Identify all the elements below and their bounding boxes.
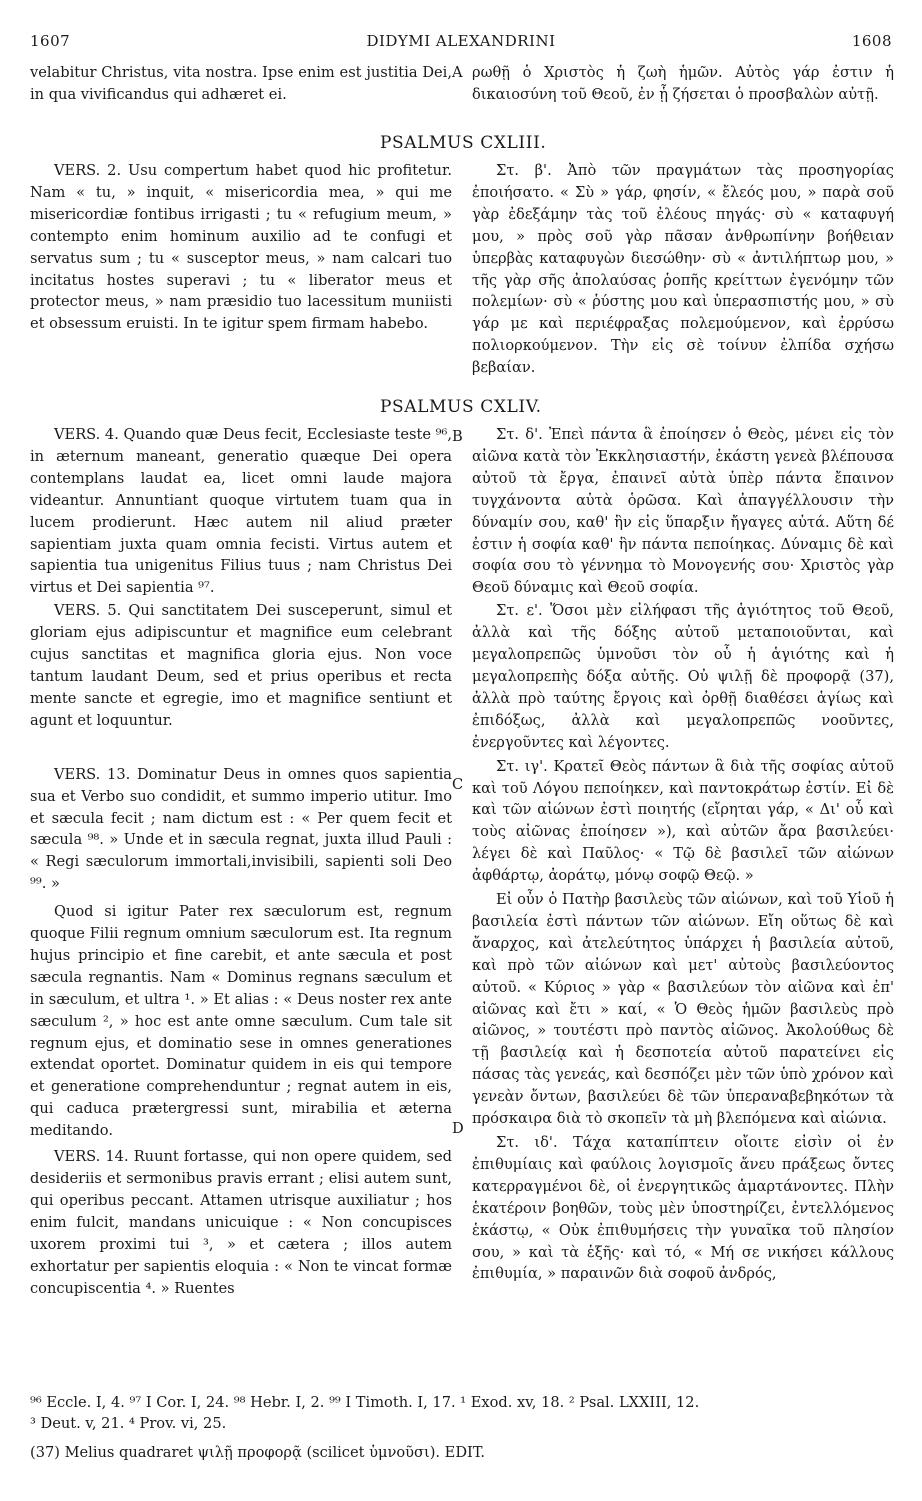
psalm-144-latin: [30, 424, 452, 1299]
psalm-143-latin: [30, 160, 452, 335]
psalm-144-title: PSALMUS CXLIV.: [380, 397, 542, 417]
intro-latin: [30, 62, 452, 106]
verse-13-greek-continued: Εἰ οὖν ὁ Πατὴρ βασιλεὺς τῶν αἰώνων, καὶ τοῦ Υἱοῦ ἡ βασιλεία ἐστὶ πάντων τῶν αἰώνων. Εἴη οὕτως δὲ καὶ ἄναρχος, καὶ ἀτελεύτητος ὑπάρχει ἡ βασιλεία αὐτοῦ, καὶ πρὸ τῶν αἰώνων καὶ μετ' αὐτοὺς βασιλεύοντος αὐτοῦ. « Κύριος » γὰρ « βασιλεύων τὸν αἰῶνα καὶ ἐπ' αἰῶνας καὶ ἔτι » καί, « Ὁ Θεὸς ἡμῶν βασιλεὺς πρὸ αἰῶνος, » τουτέστι πρὸ παντὸς αἰῶνος. Ἀκολούθως δὲ τῇ βασιλείᾳ καὶ ἡ δεσποτεία αὐτοῦ παρατείνει εἰς πάσας τὰς γενεάς, καὶ δεσπόζει μὲν τῶν ὑπὸ χρόνον καὶ γενεὰν ὄντων, βασιλεύει δὲ τῶν ὑπεραναβεβηκότων τὰ πρόσκαιρα διὰ τὸ σκοπεῖν τὰ μὴ βλεπόμενα καὶ αἰώνια.: [472, 891, 894, 1128]
verse-5-greek: Στ. ε'. Ὅσοι μὲν εἰλήφασι τῆς ἁγιότητος τοῦ Θεοῦ, ἀλλὰ καὶ τῆς δόξης αὐτοῦ μεταποιοῦνται, καὶ μεγαλοπρεπῶς ὑμνοῦσι τὸν οὗ ἡ ἁγιότης καὶ ἡ μεγαλοπρεπὴς δόξα αὐτῆς. Οὐ ψιλῇ δὲ προφορᾷ (37), ἀλλὰ πρὸ ταύτης ἔργοις καὶ ὀρθῇ διαθέσει ἁγίως καὶ ἐπιδόξως, ἀλλὰ καὶ μεγαλοπρεπῶς νοοῦντες, ἐνεργοῦντες καὶ λέγοντες.: [472, 602, 894, 751]
right-column-number: 1608: [851, 32, 892, 50]
verse-4-latin: VERS. 4. Quando quæ Deus fecit, Ecclesiaste teste ⁹⁶, in æternum maneant, generatio quæque Dei opera contemplans laudat ea, licet omni laude majora videantur. Annuntiant quoque virtutem tuam qua in lucem prodierunt. Hæc autem nil aliud præter sapientiam juxta quam omnia fecisti. Virtus autem et sapientia tua unigenitus Filius tuus ; nam Christus Dei virtus et Dei sapientia ⁹⁷.: [30, 426, 452, 597]
verse-4-greek: Στ. δ'. Ἐπεὶ πάντα ἃ ἐποίησεν ὁ Θεὸς, μένει εἰς τὸν αἰῶνα κατὰ τὸν Ἐκκλησιαστήν, ἑκάστη γενεὰ βλέπουσα αὐτοῦ τὰ ἔργα, ἐπαινεῖ αὐτὰ ὑπὲρ πάντα ἔπαινον τυγχάνοντα αὐτὰ ὁρῶσα. Καὶ ἀπαγγέλλουσιν τὴν δύναμίν σου, καθ' ἣν εἰς ὕπαρξιν ἤγαγες αὐτά. Αὕτη δέ ἐστιν ἡ σοφία καθ' ἣν πάντα πεποίηκας. Δύναμις δὲ καὶ σοφία σου τὸ γέννημα τὸ Μονογενής σου· Χριστὸς γὰρ Θεοῦ δύναμις καὶ Θεοῦ σοφία.: [472, 426, 894, 597]
footnotes: [30, 1392, 892, 1463]
running-title: DIDYMI ALEXANDRINI: [366, 32, 556, 50]
margin-letter-a: A: [452, 64, 463, 81]
margin-letter-b: B: [452, 428, 463, 445]
intro-greek-paragraph: ρωθῇ ὁ Χριστὸς ἡ ζωὴ ἡμῶν. Αὐτὸς γάρ ἐστιν ἡ δικαιοσύνη τοῦ Θεοῦ, ἐν ᾗ ζήσεται ὁ προσβαλὼν αὐτῇ.: [472, 64, 894, 103]
footnote-line-1: ⁹⁶ Eccle. I, 4. ⁹⁷ I Cor. I, 24. ⁹⁸ Hebr. I, 2. ⁹⁹ I Timoth. I, 17. ¹ Exod. xv, 18. ² Psal. LXXIII, 12.: [30, 1394, 700, 1411]
editor-note: (37) Melius quadraret ψιλῇ προφορᾷ (scilicet ὑμνοῦσι). EDIT.: [30, 1444, 486, 1461]
verse-13-greek: Στ. ιγ'. Κρατεῖ Θεὸς πάντων ἃ διὰ τῆς σοφίας αὐτοῦ καὶ τοῦ Λόγου πεποίηκεν, καὶ παντοκράτωρ ἐστίν. Εἰ δὲ καὶ τῶν αἰώνων ἐστὶ ποιητής (εἴρηται γάρ, « Δι' οὗ καὶ τοὺς αἰῶνας ἐποίησεν »), καὶ αὐτῶν ἄρα βασιλεύει· λέγει δὲ καὶ Παῦλος· « Τῷ δὲ βασιλεῖ τῶν αἰώνων ἀφθάρτῳ, ἀοράτῳ, μόνῳ σοφῷ Θεῷ. »: [472, 757, 894, 885]
verse-2-greek: Στ. β'. Ἀπὸ τῶν πραγμάτων τὰς προσηγορίας ἐποιήσατο. « Σὺ » γάρ, φησίν, « ἔλεός μου, » παρὰ σοῦ γὰρ ἐδεξάμην τὰς τοῦ ἐλέους πηγάς· σὺ « καταφυγή μου, » πρὸς σοῦ γὰρ πᾶσαν ἀνθρωπίνην βοήθειαν ὑπερβὰς καταφυγὼν διεσώθην· σὺ « ἀντιλήπτωρ μου, » τῆς γὰρ σῆς ἀπολαύσας ῥοπῆς κρείττων ἐγενόμην τῶν πολεμίων· σὺ « ῥύστης μου καὶ ὑπερασπιστής μου, » σὺ γάρ με καὶ περιέφραξας πολεμούμενον, καὶ ἐρρύσω πολιορκούμενον. Τὴν εἰς σὲ τοίνυν ἐλπίδα σχήσω βεβαίαν.: [472, 162, 894, 377]
verse-13-latin: VERS. 13. Dominatur Deus in omnes quos sapientia sua et Verbo suo condidit, et summo imperio utitur. Imo et sæcula fecit ; nam dictum est : « Per quem fecit et sæcula ⁹⁸. » Unde et in sæcula regnat, juxta illud Pauli : « Regi sæculorum immortali,invisibili, sapienti soli Deo ⁹⁹. »: [30, 765, 452, 893]
margin-letter-c: C: [452, 776, 464, 793]
running-header: [30, 32, 892, 54]
verse-14-greek: Στ. ιδ'. Τάχα καταπίπτειν οἴοιτε εἰσὶν οἱ ἐν ἐπιθυμίαις καὶ φαύλοις λογισμοῖς ἄνευ πράξεως ὄντες κατερραγμένοι δὲ, οἱ ἐνεργητικῶς ἁμαρτάνοντες. Πλὴν ἑκατέροιν βοηθῶν, τοὺς μὲν ὑποστηρίζει, ἐντελλόμενος ἑκάστῳ, « Οὐκ ἐπιθυμήσεις τὴν γυναῖκα τοῦ πλησίον σου, » καὶ τὰ ἑξῆς· καὶ τό, « Μή σε νικήσει κάλλους ἐπιθυμία, » παραινῶν διὰ σοφοῦ ἀνδρός,: [472, 1134, 894, 1283]
verse-5-latin: VERS. 5. Qui sanctitatem Dei susceperunt, simul et gloriam ejus adipiscuntur et magnifice eum celebrant cujus sanctitas et magnifica gloria ejus. Non voce tantum laudant Deum, sed et prius operibus et recta mente sancte et egregie, imo et magnifice sentiunt et agunt et loquuntur.: [30, 602, 452, 729]
psalm-143-title: PSALMUS CXLIII.: [380, 133, 547, 153]
psalm-144-greek: [472, 424, 894, 1285]
verse-14-latin: VERS. 14. Ruunt fortasse, qui non opere quidem, sed desideriis et sermonibus pravis errant ; elisi autem sunt, qui operibus peccant. Attamen utrisque auxiliatur ; hos enim fulcit, mandans unicuique : « Non concupisces uxorem proximi tui ³, » et cætera ; illos autem exhortatur per sapientis eloquia : « Non te vincat formæ concupiscentia ⁴. » Ruentes: [30, 1148, 452, 1297]
intro-latin-paragraph: velabitur Christus, vita nostra. Ipse enim est justitia Dei, in qua vivificandus qui adhæret ei.: [30, 64, 452, 103]
footnote-line-2: ³ Deut. v, 21. ⁴ Prov. vi, 25.: [30, 1415, 227, 1432]
left-column-number: 1607: [30, 32, 71, 50]
psalm-143-greek: [472, 160, 894, 379]
intro-greek: [472, 62, 894, 106]
margin-letter-d: D: [452, 1120, 464, 1137]
verse-13-latin-continued: Quod si igitur Pater rex sæculorum est, regnum quoque Filii regnum omnium sæculorum est. Ita regnum hujus principio et fine carebit, et ante sæcula et post sæcula regnantis. Nam « Dominus regnans sæculum et in sæculum, et ultra ¹. » Et alias : « Deus noster rex ante sæculum ², » hoc est ante omne sæculum. Cum tale sit regnum ejus, et dominatio sese in omnes generationes extendat oportet. Dominatur quidem in eis qui tempore et generatione comprehenduntur ; regnat autem in eis, qui caduca prætergressi sunt, mirabilia et æterna meditando.: [30, 903, 452, 1140]
verse-2-latin: VERS. 2. Usu compertum habet quod hic profitetur. Nam « tu, » inquit, « misericordia mea, » qui me misericordiæ fontibus irrigasti ; tu « refugium meum, » contempto enim hominum auxilio ad te confugi et servatus sum ; tu « susceptor meus, » nam calcari tuo incitatus hostes superavi ; tu « liberator meus et protector meus, » nam præsidio tuo lacessitum muniisti et obsessum eruisti. In te igitur spem firmam habebo.: [30, 162, 452, 333]
